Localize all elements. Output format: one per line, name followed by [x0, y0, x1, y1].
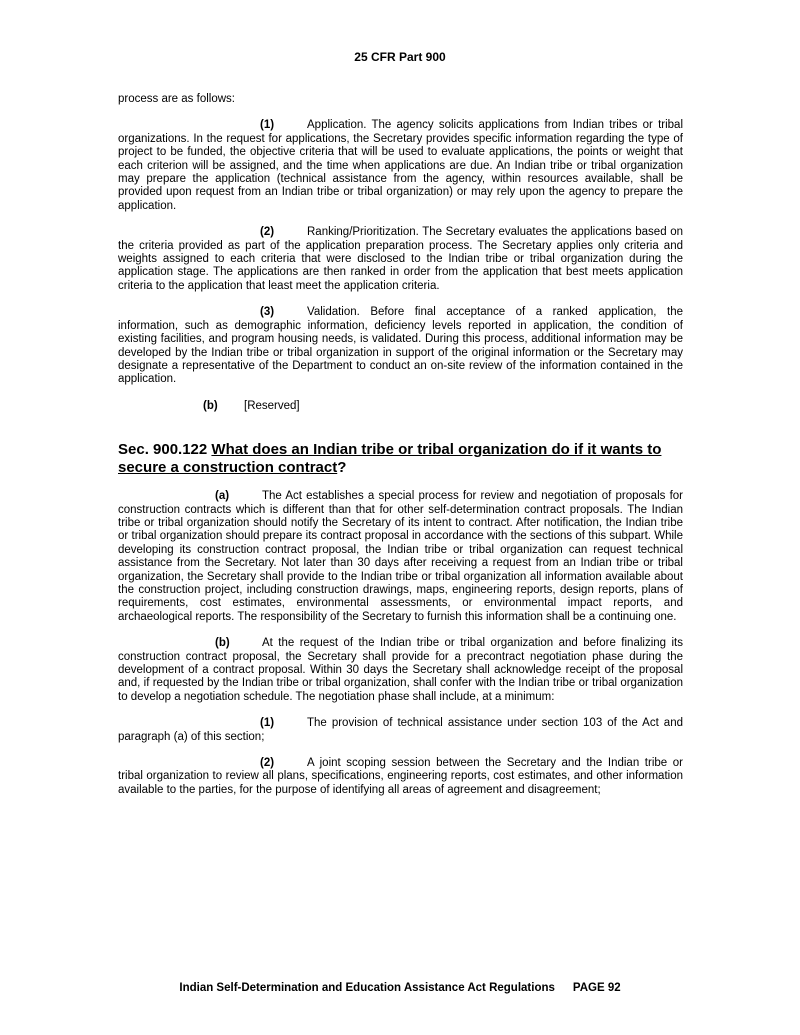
paragraph-b: [118, 637, 683, 704]
reserved-paragraph: [118, 400, 683, 413]
item-text: Ranking/Prioritization. The Secretary evaluates the applications based on the criteria provided as part of the application preparation process. The Secretary applies only criteria and weights assigned to each criteria that were disclosed to the Indian tribe or tribal organization during the application stage. The applications are then ranked in order from the application that best meets application criteria to the application that least meet the application criteria.: [118, 226, 683, 292]
item-text: The provision of technical assistance under section 103 of the Act and paragraph (a) of this section;: [118, 717, 683, 743]
section-number: Sec. 900.122: [118, 441, 208, 459]
item-text: Application. The agency solicits applications from Indian tribes or tribal organizations. In the request for applications, the Secretary provides specific information regarding the type of project to be funded, the objective criteria that will be used to evaluate applications, the points or weight that each criterion will be assigned, and the time when applications are due. An Indian tribe or tribal organization may prepare the application (technical assistance from the agency, within resources available, shall be provided upon request from an Indian tribe or tribal organization) or may rely upon the agency to prepare the application.: [118, 119, 683, 212]
page-header: 25 CFR Part 900: [354, 50, 446, 64]
paragraph-text: The Act establishes a special process for review and negotiation of proposals for construction contracts which is different than that for other self-determination contract proposals. The Indian tribe or tribal organization should notify the Secretary of its intent to contract. After notification, the Indian tribe or tribal organization should prepare its contract proposal in accordance with the sections of this subpart. While developing its construction contract proposal, the Indian tribe or tribal organization can request technical assistance from the Secretary. Not later than 30 days after receiving a request from an Indian tribe or tribal organization, the Secretary shall provide to the Indian tribe or tribal organization all information available about the construction project, including construction drawings, maps, engineering reports, design reports, plans of requirements, cost estimates, environmental assessments, or environmental impact reports, and archaeological reports. The responsibility of the Secretary to furnish this information shall be a continuing one.: [118, 490, 683, 623]
item-text: Validation. Before final acceptance of a ranked application, the information, such as demographic information, deficiency levels reported in application, the condition of existing facilities, and program housing needs, is validated. During this process, additional information may be developed by the Indian tribe or tribal organization in support of the original information or the Secretary may designate a representative of the Department to conduct an on-site review of the information contained in the application.: [118, 306, 683, 386]
section-title: What does an Indian tribe or tribal organization do if it wants to secure a construction contract: [118, 441, 662, 477]
document-body: [118, 93, 683, 797]
page-number: PAGE 92: [572, 982, 621, 994]
page-footer: [0, 982, 800, 994]
item-b1: [118, 717, 683, 744]
paragraph-text: At the request of the Indian tribe or tribal organization and before finalizing its construction contract proposal, the Secretary shall provide for a precontract negotiation phase during the development of a contract proposal. Within 30 days the Secretary shall acknowledge receipt of the proposal and, if requested by the Indian tribe or tribal organization, shall confer with the Indian tribe or tribal organization to develop a negotiation schedule. The negotiation phase shall include, at a minimum:: [118, 637, 683, 703]
reserved-text: [Reserved]: [244, 399, 300, 412]
paragraph-label: (b): [215, 637, 230, 650]
item-number: (3): [260, 306, 275, 319]
item-number: (2): [260, 757, 275, 770]
item-a2: [118, 226, 683, 293]
footer-title: Indian Self-Determination and Education Assistance Act Regulations: [179, 982, 555, 994]
item-number: (1): [260, 717, 275, 730]
item-number: (2): [260, 226, 275, 239]
reserved-label: (b): [203, 399, 218, 412]
item-a3: [118, 306, 683, 386]
intro-text: process are as follows:: [118, 93, 235, 105]
paragraph-label: (a): [215, 490, 230, 503]
item-text: A joint scoping session between the Secretary and the Indian tribe or tribal organization to review all plans, specifications, engineering reports, cost estimates, and other information available to the parties, for the purpose of identifying all areas of agreement and disagreement;: [118, 757, 683, 796]
item-number: (1): [260, 119, 275, 132]
item-a1: [118, 119, 683, 213]
paragraph-a: [118, 490, 683, 624]
item-b2: [118, 757, 683, 797]
section-heading: [118, 441, 683, 477]
section-qmark: ?: [337, 459, 347, 477]
